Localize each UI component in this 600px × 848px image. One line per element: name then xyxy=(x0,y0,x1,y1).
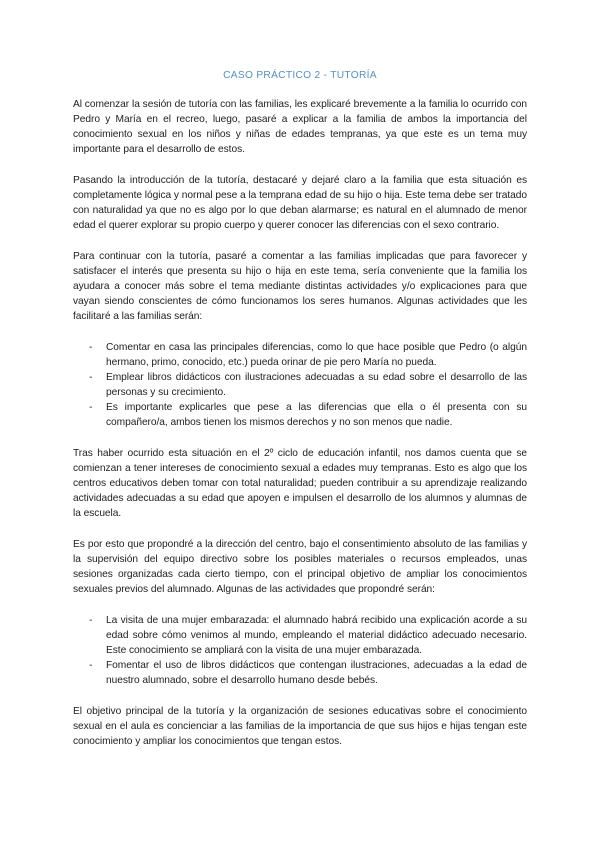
list-item xyxy=(73,370,527,400)
paragraph-intro: Al comenzar la sesión de tutoría con las familias, les explicaré brevemente a la familia lo ocurrido con Pedro y María en el recreo, luego, pasaré a explicar a la familia de ambos la importancia del conocimiento sexual en los niños y niñas de edades tempranas, ya que este es un tema muy importante para el desarrollo de estos. xyxy=(73,99,527,156)
list-item-text: Comentar en casa las principales diferencias, como lo que hace posible que Pedro (o algún hermano, primo, conocido, etc.) pueda orinar de pie pero María no pueda. xyxy=(106,341,527,368)
document-title: CASO PRÁCTICO 2 - TUTORÍA xyxy=(223,70,377,81)
paragraph-continue-tutoria: Para continuar con la tutoría, pasaré a comentar a las familias implicadas que para favorecer y satisfacer el interés que presenta su hijo o hija en este tema, sería conveniente que la familia los ayudara a conocer más sobre el tema mediante distintas actividades y/o explicaciones para que vayan siendo conscientes de cómo funcionamos los seres humanos. Algunas actividades que les facilitaré a las familias serán: xyxy=(73,250,527,323)
paragraph-second-cycle: Tras haber ocurrido esta situación en el 2º ciclo de educación infantil, nos damos cuenta que se comienzan a tener intereses de conocimiento sexual a edades muy tempranas. Esto es algo que los centros educativos deben tomar con total naturalidad; pueden contribuir a su aprendizaje realizando actividades adecuadas a su edad que apoyen e impulsen el desarrollo de los alumnos y alumnas de la escuela. xyxy=(73,447,527,520)
list-item-text: Es importante explicarles que pese a las diferencias que ella o él presenta con su compañero/a, ambos tienen los mismos derechos y no son menos que nadie. xyxy=(106,402,527,429)
bullet-dash: - xyxy=(89,402,93,414)
paragraph-introduction-tutoria: Pasando la introducción de la tutoría, destacaré y dejaré claro a la familia que esta situación es completamente lógica y normal pese a la temprana edad de su hijo o hija. Este tema debe ser tratado con naturalidad ya que no es algo por lo que deban alarmarse; es natural en el alumnado de menor edad el querer explorar su propio cuerpo y querer conocer las diferencias con el sexo contrario. xyxy=(73,174,527,232)
bullet-dash: - xyxy=(89,614,93,626)
list-item-text: Fomentar el uso de libros didácticos que contengan ilustraciones, adecuadas a la edad de nuestro alumnado, sobre el desarrollo humano desde bebés. xyxy=(106,659,527,686)
school-activities-list xyxy=(73,613,527,688)
bullet-dash: - xyxy=(89,341,93,353)
paragraph-conclusion: El objetivo principal de la tutoría y la organización de sesiones educativas sobre el conocimiento sexual en el aula es concienciar a las familias de la importancia de que sus hijos e hijas tengan este conocimiento y ampliar los conocimientos que tengan estos. xyxy=(73,705,527,747)
list-item xyxy=(73,613,527,658)
list-item xyxy=(73,340,527,370)
bullet-dash: - xyxy=(89,371,93,383)
paragraph-proposal: Es por esto que propondré a la dirección del centro, bajo el consentimiento absoluto de las familias y la supervisión del equipo directivo sobre los posibles materiales o recursos empleados, unas sesiones organizadas cada cierto tiempo, con el principal objetivo de ampliar los conocimientos sexuales previos del alumnado. Algunas de las actividades que propondré serán: xyxy=(73,538,527,596)
list-item-text: Emplear libros didácticos con ilustraciones adecuadas a su edad sobre el desarrollo de las personas y su crecimiento. xyxy=(106,371,527,398)
list-item-text: La visita de una mujer embarazada: el alumnado habrá recibido una explicación acorde a su edad sobre cómo venimos al mundo, empleando el material didáctico adecuado necesario. Este conocimiento se ampliará con la visita de una mujer embarazada. xyxy=(106,614,527,656)
bullet-dash: - xyxy=(89,659,93,671)
family-activities-list xyxy=(73,340,527,431)
list-item xyxy=(73,658,527,688)
list-item xyxy=(73,400,527,430)
